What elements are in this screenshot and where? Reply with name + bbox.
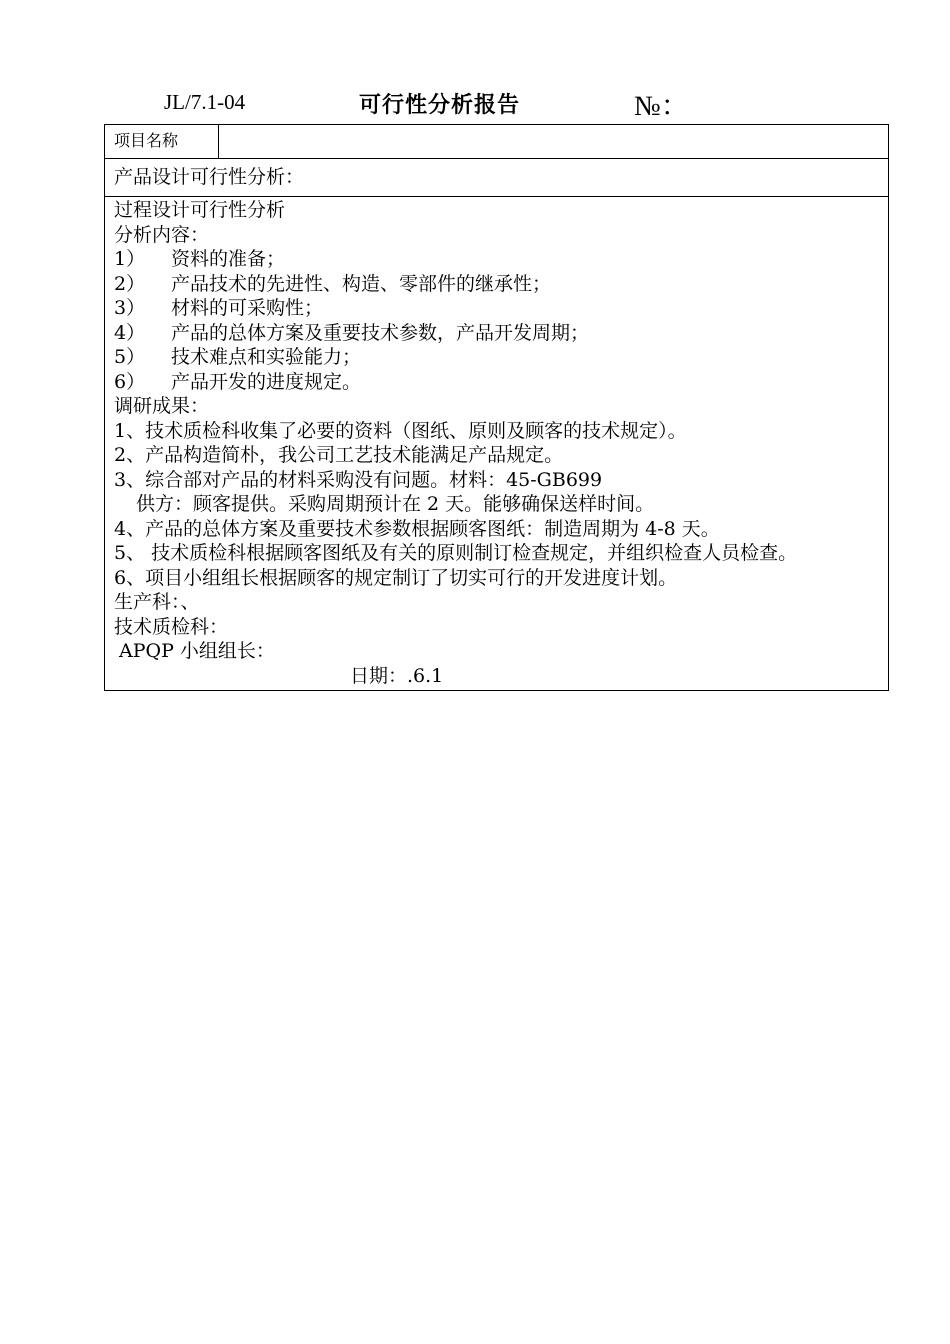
quality-dept-signature: 技术质检科：	[114, 615, 229, 638]
project-name-value[interactable]	[219, 125, 889, 159]
product-design-label: 产品设计可行性分析：	[105, 159, 889, 197]
analysis-item	[114, 247, 884, 272]
analysis-item-text: 产品的总体方案及重要技术参数，产品开发周期；	[171, 321, 590, 344]
process-design-row	[105, 197, 889, 691]
analysis-item-text: 资料的准备；	[171, 248, 286, 270]
feasibility-form-table	[104, 124, 889, 691]
analysis-item-text: 技术难点和实验能力；	[171, 346, 362, 368]
analysis-content-label: 分析内容：	[114, 223, 210, 246]
research-results-label: 调研成果：	[114, 395, 210, 417]
research-result: 5、 技术质检科根据顾客图纸及有关的原则制订检查规定，并组织检查人员检查。	[114, 542, 798, 564]
document-title: 可行性分析报告	[359, 93, 521, 118]
process-design-cell	[105, 197, 889, 691]
process-design-title: 过程设计可行性分析	[114, 199, 286, 221]
production-dept-signature: 生产科：、	[114, 591, 200, 613]
research-result: 2、产品构造简朴，我公司工艺技术能满足产品规定。	[114, 444, 564, 466]
project-name-row	[105, 125, 889, 159]
analysis-item-text: 材料的可采购性；	[171, 297, 324, 319]
apqp-leader-signature: APQP 小组组长：	[119, 640, 275, 662]
analysis-item-number: 4）	[114, 321, 146, 344]
document-number-label: №：	[634, 91, 689, 122]
analysis-item	[114, 345, 884, 370]
research-result: 6、项目小组组长根据顾客的规定制订了切实可行的开发进度计划。	[114, 566, 678, 589]
analysis-item	[114, 321, 884, 346]
analysis-item-text: 产品技术的先进性、构造、零部件的继承性；	[171, 272, 552, 295]
date-field: 日期：.6.1	[350, 664, 444, 687]
document-code: JL/7.1-04	[164, 90, 246, 114]
product-design-row	[105, 159, 889, 197]
research-result-supplier: 供方：顾客提供。采购周期预计在 2 天。能够确保送样时间。	[136, 493, 655, 515]
analysis-item-number: 2）	[114, 272, 146, 295]
project-name-label: 项目名称	[105, 125, 219, 159]
analysis-item-number: 3）	[114, 297, 146, 319]
analysis-item-number: 5）	[114, 346, 146, 368]
document-header	[0, 86, 950, 122]
analysis-item-number: 6）	[114, 370, 146, 393]
research-result: 3、综合部对产品的材料采购没有问题。材料：45-GB699	[114, 468, 603, 491]
analysis-item	[114, 370, 884, 395]
analysis-item-number: 1）	[114, 248, 146, 270]
research-result: 1、技术质检科收集了必要的资料（图纸、原则及顾客的技术规定）。	[114, 419, 687, 442]
analysis-item	[114, 272, 884, 297]
research-result: 4、产品的总体方案及重要技术参数根据顾客图纸：制造周期为 4-8 天。	[114, 517, 720, 540]
analysis-item-text: 产品开发的进度规定。	[171, 370, 362, 393]
analysis-item	[114, 296, 884, 321]
